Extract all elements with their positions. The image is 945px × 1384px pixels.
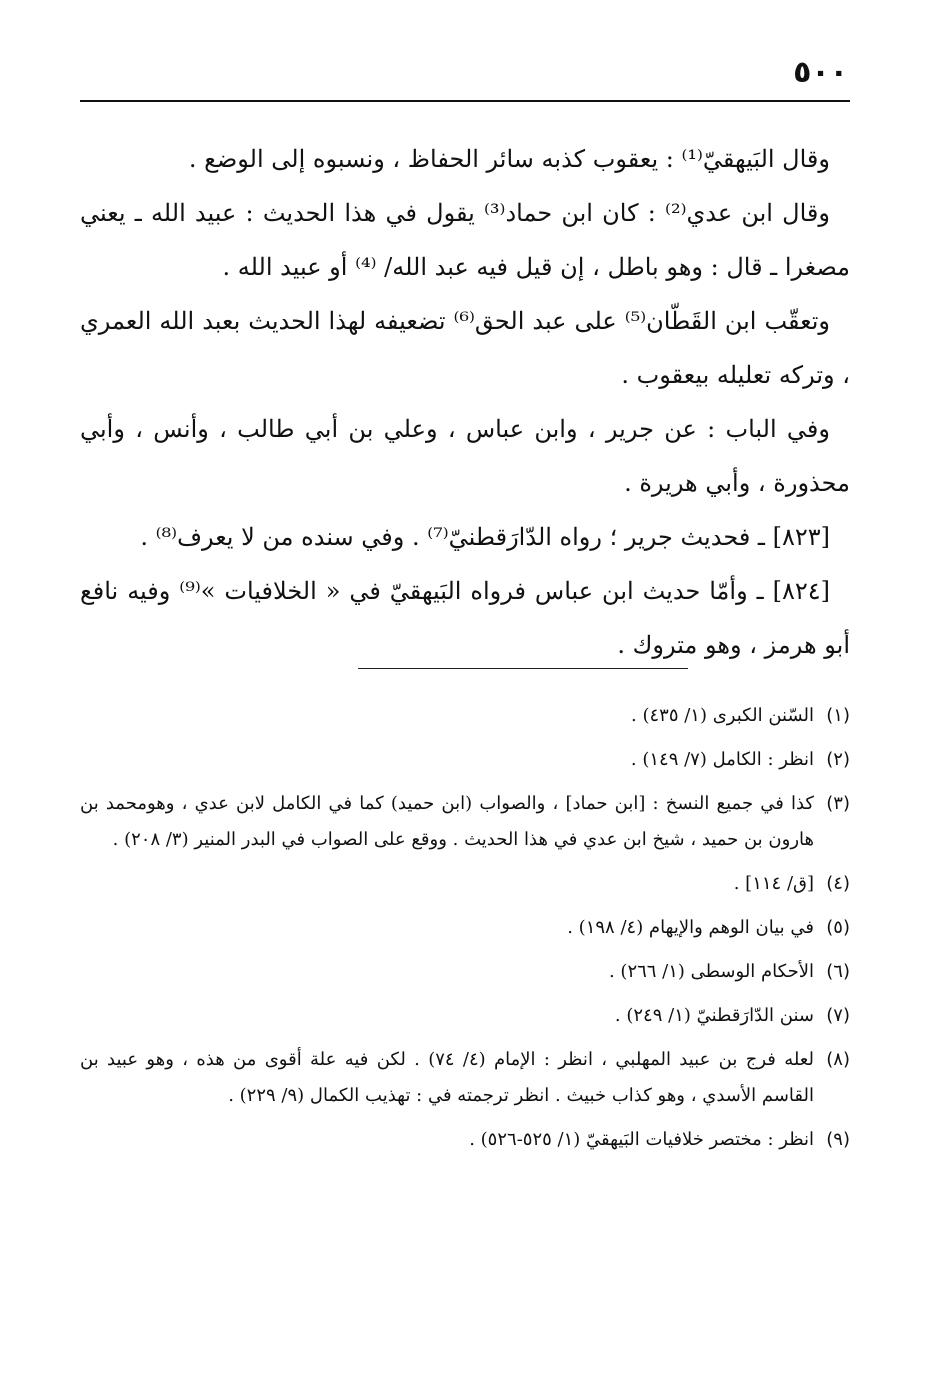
paragraph-hadith-823: [٨٢٣] ـ فحديث جرير ؛ رواه الدّارَقطنيّ⁽⁷⁾ . وفي سنده من لا يعرف⁽⁸⁾ . <box>140 523 830 551</box>
footnote-number: (٣) <box>826 793 850 814</box>
footnote <box>80 698 850 734</box>
page-number: ٥٠٠ <box>793 55 848 90</box>
footnote-number: (٢) <box>826 749 850 770</box>
paragraph-2: وقال ابن عدي⁽²⁾ : كان ابن حماد⁽³⁾ يقول في هذا الحديث : عبيد الله ـ يعني مصغرا ـ قال : وهو باطل ، إن قيل فيه عبد الله/ ⁽⁴⁾ أو عبيد الله . <box>80 199 850 281</box>
footnote-text: لعله فرج بن عبيد المهلبي ، انظر : الإمام (٤/ ٧٤) . لكن فيه علة أقوى من هذه ، وهو عبيد بن القاسم الأسدي ، وهو كذاب خبيث . انظر ترجمته في : تهذيب الكمال (٩/ ٢٢٩) . <box>80 1049 814 1106</box>
footnote-text: انظر : الكامل (٧/ ١٤٩) . <box>630 749 814 770</box>
footnote-separator <box>358 668 688 669</box>
footnote <box>80 786 850 858</box>
footnote <box>80 910 850 946</box>
footnote-number: (٩) <box>826 1129 850 1150</box>
footnote-number: (٤) <box>826 873 850 894</box>
footnote <box>80 866 850 902</box>
footnote-text: [ق/ ١١٤] . <box>733 873 814 894</box>
footnote-text: السّنن الكبرى (١/ ٤٣٥) . <box>631 705 814 726</box>
footnotes <box>80 698 850 1166</box>
footnote <box>80 1122 850 1158</box>
paragraph-1: وقال البَيهقيّ⁽¹⁾ : يعقوب كذبه سائر الحفاظ ، ونسبوه إلى الوضع . <box>188 145 830 173</box>
main-text <box>80 132 850 672</box>
paragraph-hadith-824: [٨٢٤] ـ وأمّا حديث ابن عباس فرواه البَيهقيّ في « الخلافيات »⁽⁹⁾ وفيه نافع أبو هرمز ، وهو متروك . <box>80 577 850 659</box>
footnote-text: انظر : مختصر خلافيات البَيهقيّ (١/ ٥٢٥-٥٢٦) . <box>469 1129 814 1150</box>
footnote-number: (٥) <box>826 917 850 938</box>
footnote-number: (٦) <box>826 961 850 982</box>
footnote-number: (٨) <box>826 1049 850 1070</box>
footnote-text: كذا في جميع النسخ : [ابن حماد] ، والصواب (ابن حميد) كما في الكامل لابن عدي ، وهومحمد بن هارون بن حميد ، شيخ ابن عدي في هذا الحديث . ووقع على الصواب في البدر المنير (٣/ ٢٠٨) . <box>80 793 814 850</box>
footnote-number: (١) <box>826 705 850 726</box>
footnote-number: (٧) <box>826 1005 850 1026</box>
footnote-text: سنن الدّارَقطنيّ (١/ ٢٤٩) . <box>614 1005 814 1026</box>
footnote <box>80 954 850 990</box>
footnote-text: في بيان الوهم والإيهام (٤/ ١٩٨) . <box>567 917 814 938</box>
footnote <box>80 998 850 1034</box>
footnote <box>80 1042 850 1114</box>
footnote-text: الأحكام الوسطى (١/ ٢٦٦) . <box>608 961 814 982</box>
footnote <box>80 742 850 778</box>
header-rule <box>80 100 850 102</box>
paragraph-3: وتعقّب ابن القَطّان⁽⁵⁾ على عبد الحق⁽⁶⁾ تضعيفه لهذا الحديث بعبد الله العمري ، وتركه تعليله بيعقوب . <box>80 307 850 389</box>
paragraph-4: وفي الباب : عن جرير ، وابن عباس ، وعلي بن أبي طالب ، وأنس ، وأبي محذورة ، وأبي هريرة . <box>80 415 850 497</box>
